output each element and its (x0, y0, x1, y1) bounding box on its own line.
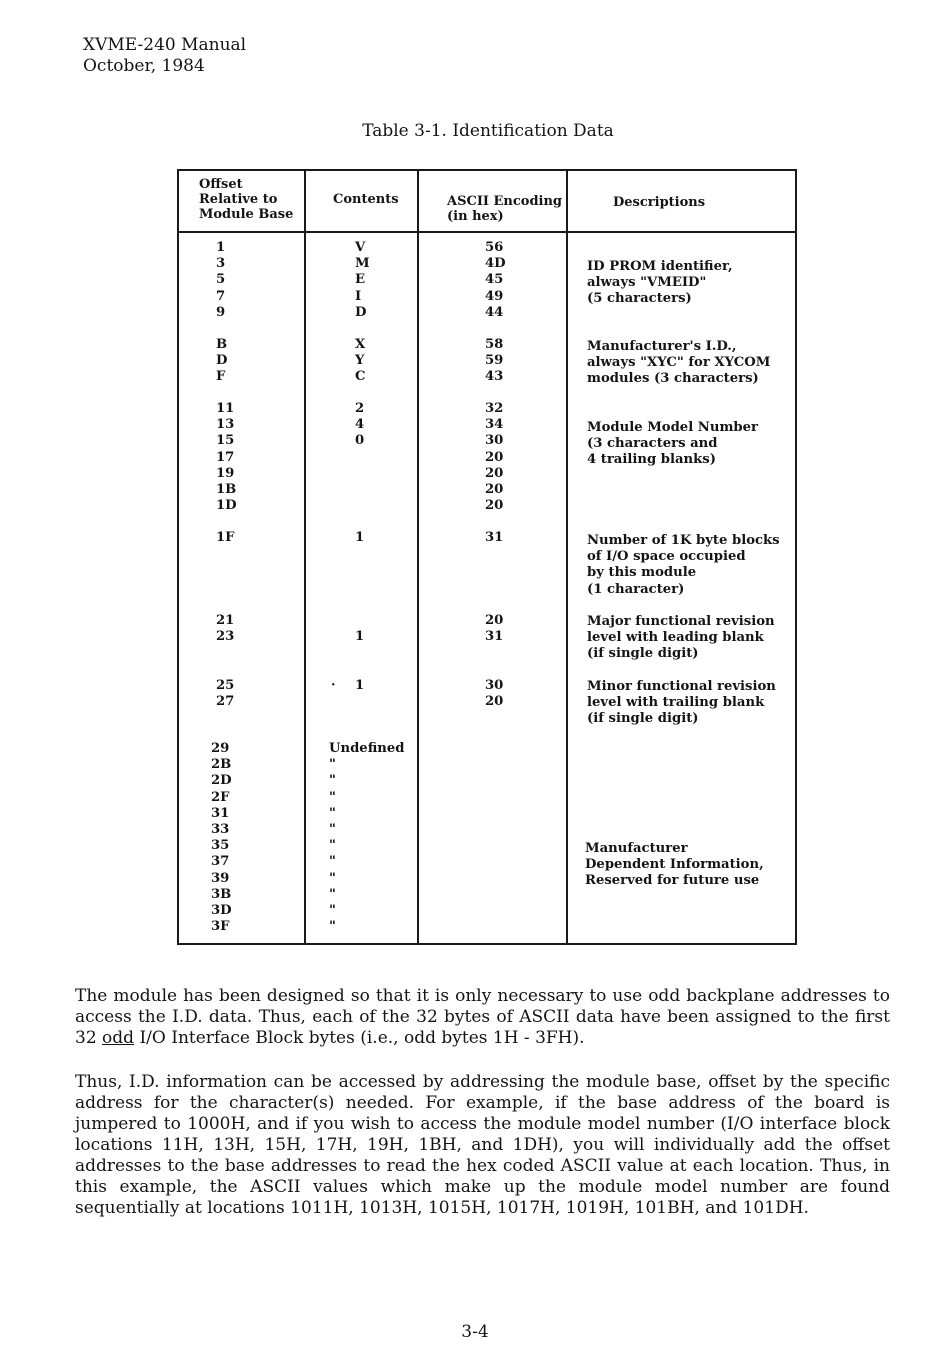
paragraph-2: Thus, I.D. information can be accessed by addressing the module base, offset by the specific address for the character(s) needed. For example, if the base address of the board is jumpered to 1000H, and if you wish to access the module model number (I/O interface block locations 11H, 13H, 15H, 17H, 19H, 1BH, and 1DH), you will individually add the offset addresses to the base addresses to read the hex coded ASCII value at each location. Thus, in this example, the ASCII values which make up the module model number are found sequentially at locations 1011H, 1013H, 1015H, 1017H, 1019H, 101BH, and 101DH. (75, 1072, 890, 1218)
offset-cells: 1 3 5 7 9 (216, 240, 226, 320)
header-descriptions: Descriptions (613, 195, 706, 210)
underlined-word: odd (102, 1028, 135, 1048)
description-cell: Minor functional revision level with trailing blank (if single digit) (587, 679, 776, 727)
paragraph-1 (75, 986, 890, 1049)
document-header (83, 35, 246, 77)
paragraph-1-text: The module has been designed so that it is only necessary to use odd backplane addresses to access the I.D. data. Thus, each of the 32 bytes of ASCII data have been assigned to the first 32 (75, 986, 890, 1048)
description-cell: Module Model Number (3 characters and 4 trailing blanks) (587, 420, 758, 468)
ascii-cells: 31 (485, 530, 504, 545)
ascii-cells: 20 31 (485, 613, 504, 645)
stray-mark: · (331, 678, 336, 693)
description-cell: Manufacturer Dependent Information, Reserved for future use (585, 841, 764, 889)
ascii-cells: 56 4D 45 49 44 (485, 240, 506, 320)
contents-cells: X Y C (355, 337, 366, 385)
contents-cells: V M E I D (355, 240, 370, 320)
description-cell: Number of 1K byte blocks of I/O space occupied by this module (1 character) (587, 533, 780, 597)
contents-cells: 1 (355, 678, 365, 693)
page-number: 3-4 (461, 1322, 489, 1342)
ascii-cells: 30 20 (485, 678, 504, 710)
paragraph-1-text-end: I/O Interface Block bytes (i.e., odd bytes 1H - 3FH). (134, 1028, 585, 1048)
ascii-cells: 58 59 43 (485, 337, 504, 385)
contents-cells: 2 4 0 (355, 401, 365, 449)
header-offset: Offset Relative to Module Base (199, 177, 294, 222)
manual-title: XVME-240 Manual (83, 35, 247, 55)
contents-cells: Undefined " " " " " " " " " " " (329, 741, 405, 935)
description-cell: Major functional revision level with leading blank (if single digit) (587, 614, 775, 662)
header-ascii: ASCII Encoding (in hex) (447, 194, 563, 224)
contents-cells: 1 (355, 530, 365, 545)
offset-cells: 1F (216, 530, 235, 545)
column-divider (304, 171, 306, 943)
header-contents: Contents (333, 192, 399, 207)
offset-cells: B D F (216, 337, 228, 385)
offset-cells: 25 27 (216, 678, 235, 710)
column-divider (417, 171, 419, 943)
offset-cells: 29 2B 2D 2F 31 33 35 37 39 3B 3D 3F (211, 741, 232, 935)
column-divider (566, 171, 568, 943)
description-cell: ID PROM identifier, always "VMEID" (5 characters) (587, 259, 733, 307)
ascii-cells: 32 34 30 20 20 20 20 (485, 401, 504, 514)
header-divider (179, 231, 795, 233)
offset-cells: 11 13 15 17 19 1B 1D (216, 401, 237, 514)
manual-date: October, 1984 (83, 56, 205, 76)
description-cell: Manufacturer's I.D., always "XYC" for XYCOM modules (3 characters) (587, 339, 771, 387)
identification-table (177, 169, 797, 945)
table-title: Table 3-1. Identification Data (362, 121, 614, 141)
contents-cells: 1 (355, 629, 365, 645)
offset-cells: 21 23 (216, 613, 235, 645)
